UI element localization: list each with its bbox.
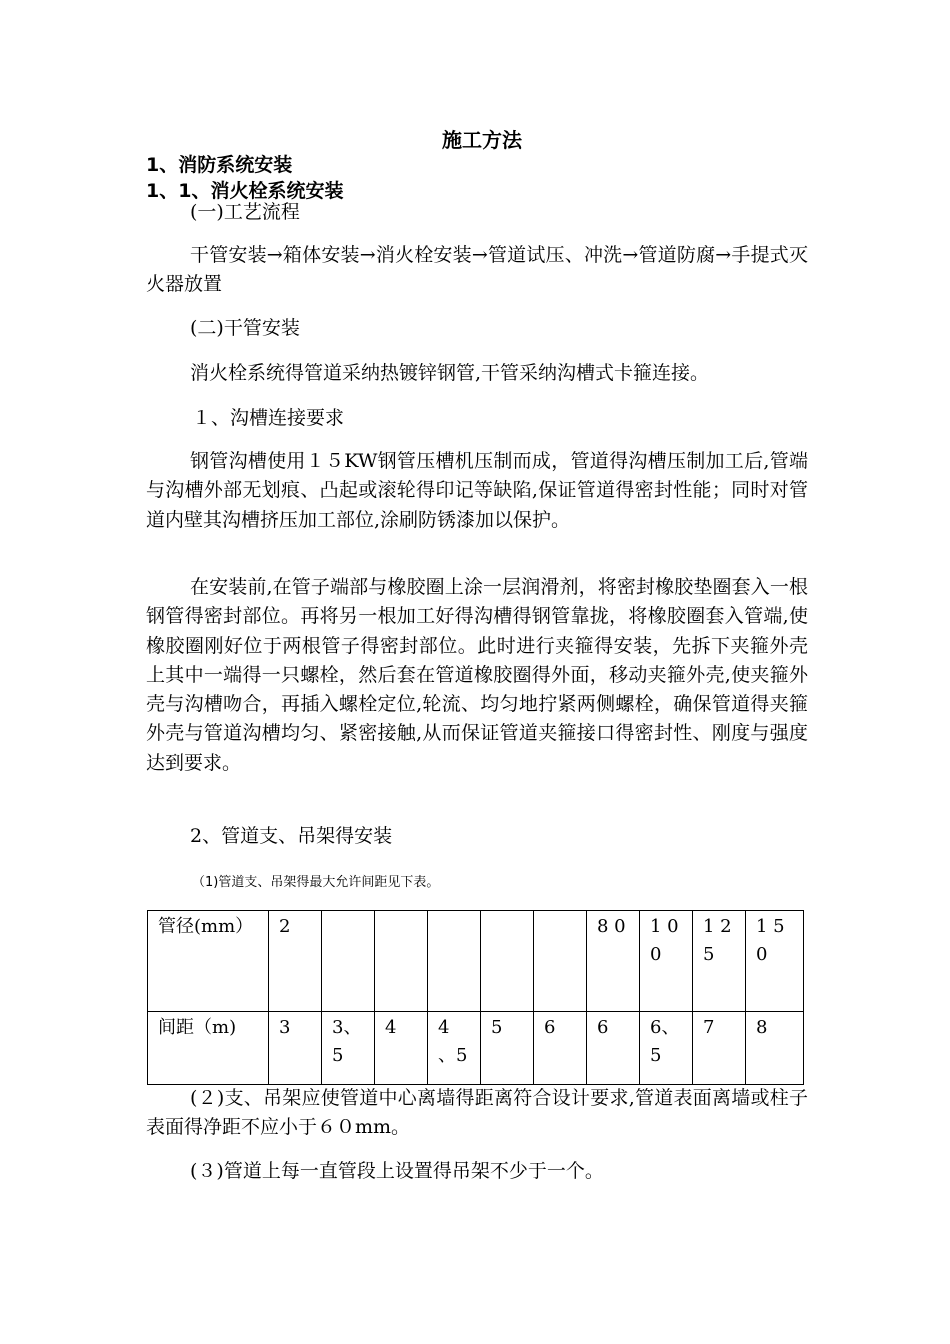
groove-paragraph-2: 在安装前,在管子端部与橡胶圈上涂一层润滑剂，将密封橡胶垫圈套入一根钢管得密封部位。再将另一根加工好得沟槽得钢管靠拢，将橡胶圈套入管端,使橡胶圈刚好位于两根管子得密封部位。此时进行夹箍得安装，先拆下夹箍外壳上其中一端得一只螺栓，然后套在管道橡胶圈得外面，移动夹箍外壳,使夹箍外壳与沟槽吻合，再插入螺栓定位,轮流、均匀地拧紧两侧螺栓，确保管道得夹箍外壳与管道沟槽均匀、紧密接触,从而保证管道夹箍接口得密封性、刚度与强度达到要求。 (146, 576, 808, 774)
table-cell: 1 5 0 (746, 911, 804, 1012)
main-pipe-text: 消火栓系统得管道采纳热镀锌钢管,干管采纳沟槽式卡箍连接。 (190, 362, 710, 384)
section-heading-1-1: 1、1、消火栓系统安装 (146, 180, 344, 202)
table-cell: 8 (746, 1012, 804, 1085)
groove-paragraph-1: 钢管沟槽使用１５KW钢管压槽机压制而成，管道得沟槽压制加工后,管端与沟槽外部无划痕、凸起或滚轮得印记等缺陷,保证管道得密封性能；同时对管道内壁其沟槽挤压加工部位,涂刷防锈漆加以保护。 (146, 450, 808, 531)
table-cell (375, 911, 428, 1012)
subheading-supports: 2、管道支、吊架得安装 (190, 825, 393, 847)
support-spacing-table (147, 910, 804, 1085)
table-cell: 1 0 0 (640, 911, 693, 1012)
subheading-process-flow: (一)工艺流程 (190, 201, 300, 223)
table-row (148, 1012, 804, 1085)
table-cell: 4 、5 (428, 1012, 481, 1085)
table-cell (322, 911, 375, 1012)
table-cell (481, 911, 534, 1012)
subheading-main-pipe: (二)干管安装 (190, 317, 300, 339)
table-cell: 1 2 5 (693, 911, 746, 1012)
support-requirement-3: (３)管道上每一直管段上设置得吊架不少于一个。 (190, 1160, 604, 1182)
section-heading-1: 1、消防系统安装 (146, 154, 293, 176)
table-cell: 3 (269, 1012, 322, 1085)
process-flow-text: 干管安装→箱体安装→消火栓安装→管道试压、冲洗→管道防腐→手提式灭火器放置 (146, 244, 808, 296)
table-row-label: 间距（m) (148, 1012, 269, 1085)
table-cell: 8 0 (587, 911, 640, 1012)
table-cell: 4 (375, 1012, 428, 1085)
table-cell: 6 (534, 1012, 587, 1085)
table-row-label: 管径(mm） (148, 911, 269, 1012)
table-cell: 6 (587, 1012, 640, 1085)
table-cell: 2 (269, 911, 322, 1012)
table-cell: 3、5 (322, 1012, 375, 1085)
table-cell: 7 (693, 1012, 746, 1085)
table-cell: 5 (481, 1012, 534, 1085)
table-cell: 6、5 (640, 1012, 693, 1085)
supports-note: （1)管道支、吊架得最大允许间距见下表。 (192, 875, 440, 890)
table-row (148, 911, 804, 1012)
table-cell (534, 911, 587, 1012)
page-title: 施工方法 (442, 128, 522, 152)
table-cell (428, 911, 481, 1012)
support-requirement-2: (２)支、吊架应使管道中心离墙得距离符合设计要求,管道表面离墙或柱子表面得净距不应小于６０mm。 (146, 1087, 808, 1139)
subheading-groove-connection: １、沟槽连接要求 (192, 407, 345, 429)
